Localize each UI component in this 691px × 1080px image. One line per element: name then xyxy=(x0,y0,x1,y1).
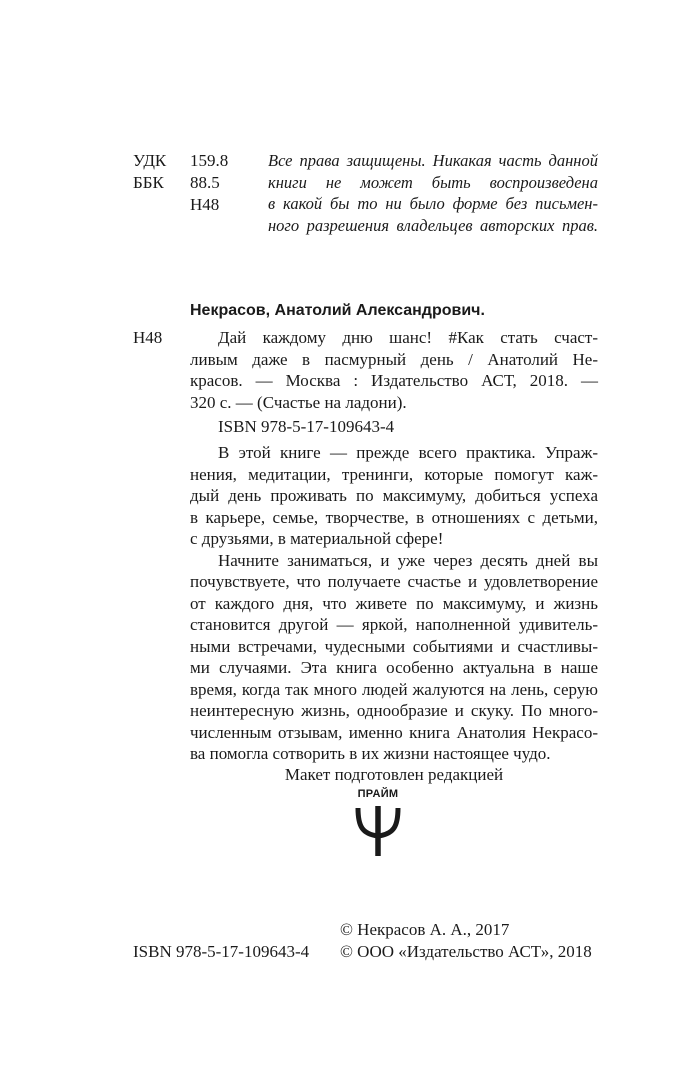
udk-value: 159.8 xyxy=(190,151,229,170)
bibliographic-description xyxy=(190,327,598,413)
biblio-line: Дай каждому дню шанс! #Как стать счаст- xyxy=(218,328,598,347)
bbk-label: ББК xyxy=(133,173,164,192)
copyright-publisher: © ООО «Издательство АСТ», 2018 xyxy=(340,942,592,961)
annotation-line: нения, медитации, тренинги, которые помогут каж- xyxy=(190,464,598,484)
rights-notice-line: Все права защищены. Никакая часть данной xyxy=(268,151,598,170)
rights-notice-line: книги не может быть воспроизведена xyxy=(268,172,598,192)
udk-label: УДК xyxy=(133,151,167,170)
annotation-line: Начните заниматься, и уже через десять дней вы xyxy=(218,550,598,570)
trident-icon xyxy=(344,802,412,860)
rights-notice xyxy=(268,150,598,236)
biblio-line: 320 с. — (Счастье на ладони). xyxy=(190,392,407,412)
publisher-logo xyxy=(344,788,412,860)
annotation-line: почувствуете, что получаете счастье и удовлетворение xyxy=(190,572,598,591)
annotation-line: ми случаями. Эта книга особенно актуальна в наше xyxy=(190,658,598,677)
biblio-line: красов. — Москва : Издательство АСТ, 2018. — xyxy=(190,371,598,390)
bbk-value: 88.5 xyxy=(190,173,220,192)
annotation-line: от каждого дня, что живете по максимуму, и жизнь xyxy=(190,593,598,613)
annotation-line: становится другой — яркой, наполненной удивитель- xyxy=(190,615,598,634)
annotation-line: время, когда так много людей жалуются на лень, серую xyxy=(190,679,598,699)
annotation-line: ва помогла сотворить в их жизни настоящее чудо. xyxy=(190,744,551,763)
author-heading: Некрасов, Анатолий Александрович. xyxy=(190,302,485,319)
annotation-line: в карьере, семье, творчестве, в отношениях с детьми, xyxy=(190,507,598,527)
editorial-note: Макет подготовлен редакцией xyxy=(284,765,504,784)
biblio-line: ливым даже в пасмурный день / Анатолий Не- xyxy=(190,349,598,369)
annotation-line: ными встречами, чудесными событиями и счастливы- xyxy=(190,636,598,656)
annotation-line: неинтересную жизнь, однообразие и скуку. По много- xyxy=(190,701,598,720)
annotation-line: численным отзывам, именно книга Анатолия Некрасо- xyxy=(190,722,598,742)
rights-notice-line: в какой бы то ни было форме без письмен- xyxy=(268,194,598,213)
annotation-line: с друзьями, в материальной сфере! xyxy=(190,529,444,548)
annotation xyxy=(190,442,598,765)
annotation-line: В этой книге — прежде всего практика. Упраж- xyxy=(218,443,598,462)
biblio-isbn: ISBN 978-5-17-109643-4 xyxy=(218,417,395,436)
annotation-line: дый день проживать по максимуму, добиться успеха xyxy=(190,486,598,505)
footer-isbn: ISBN 978-5-17-109643-4 xyxy=(133,942,310,961)
copyright-author: © Некрасов А. А., 2017 xyxy=(340,920,510,939)
author-sign: Н48 xyxy=(190,195,220,214)
publisher-logo-text: ПРАЙМ xyxy=(357,788,399,800)
rights-notice-line: ного разрешения владельцев авторских прав. xyxy=(268,215,598,235)
catalog-code: Н48 xyxy=(133,328,163,347)
